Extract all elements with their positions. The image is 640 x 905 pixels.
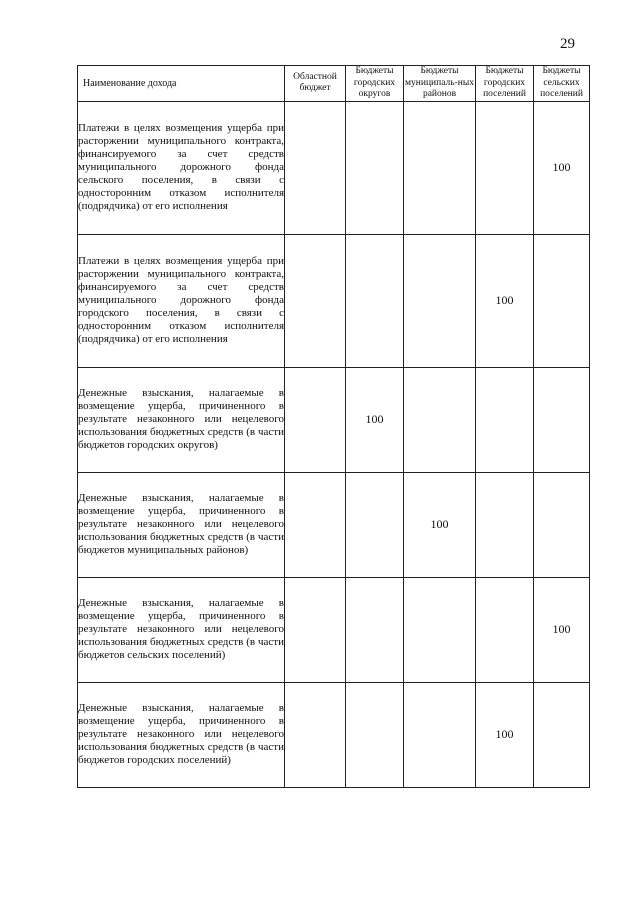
rural-settlement-cell [534, 472, 590, 577]
header-revenue-name: Наименование дохода [78, 66, 285, 102]
revenue-name-cell: Денежные взыскания, налагаемые в возмещение ущерба, причиненного в результате незаконного или нецелевого использования бюджетных средств (в части бюджетов муниципальных районов) [78, 472, 285, 577]
table-row [78, 234, 590, 367]
urban-settlement-cell [476, 577, 534, 682]
regional-budget-cell [285, 367, 346, 472]
municipal-district-cell [404, 234, 476, 367]
header-urban-settlement-budgets: Бюджеты городских поселений [476, 66, 534, 102]
regional-budget-cell [285, 682, 346, 787]
city-district-cell [346, 577, 404, 682]
header-municipal-district-budgets: Бюджеты муниципаль-ных районов [405, 66, 474, 99]
revenue-distribution-table [77, 65, 590, 788]
rural-settlement-cell [534, 234, 590, 367]
table-row [78, 577, 590, 682]
revenue-name-cell: Платежи в целях возмещения ущерба при расторжении муниципального контракта, финансируемого за счет средств муниципального дорожного фонда городского поселения, в связи с односторонним отказом исполнителя (подрядчика) от его исполнения [78, 234, 285, 367]
urban-settlement-cell: 100 [476, 682, 534, 787]
regional-budget-cell [285, 577, 346, 682]
table-header-row [78, 66, 590, 102]
header-regional-budget: Областной бюджет [285, 66, 346, 102]
revenue-name-cell: Платежи в целях возмещения ущерба при расторжении муниципального контракта, финансируемого за счет средств муниципального дорожного фонда сельского поселения, в связи с односторонним отказом исполнителя (подрядчика) от его исполнения [78, 101, 285, 234]
city-district-cell [346, 234, 404, 367]
rural-settlement-cell: 100 [534, 577, 590, 682]
regional-budget-cell [285, 234, 346, 367]
city-district-cell [346, 682, 404, 787]
municipal-district-cell [404, 367, 476, 472]
regional-budget-cell [285, 472, 346, 577]
revenue-name-cell: Денежные взыскания, налагаемые в возмещение ущерба, причиненного в результате незаконного или нецелевого использования бюджетных средств (в части бюджетов городских округов) [78, 367, 285, 472]
urban-settlement-cell [476, 367, 534, 472]
regional-budget-cell [285, 101, 346, 234]
rural-settlement-cell [534, 682, 590, 787]
table-row [78, 472, 590, 577]
header-rural-settlement-budgets: Бюджеты сельских поселений [534, 66, 590, 102]
municipal-district-cell [404, 101, 476, 234]
municipal-district-cell: 100 [404, 472, 476, 577]
city-district-cell [346, 472, 404, 577]
urban-settlement-cell [476, 472, 534, 577]
urban-settlement-cell [476, 101, 534, 234]
urban-settlement-cell: 100 [476, 234, 534, 367]
table-row [78, 682, 590, 787]
rural-settlement-cell [534, 367, 590, 472]
municipal-district-cell [404, 577, 476, 682]
rural-settlement-cell: 100 [534, 101, 590, 234]
municipal-district-cell [404, 682, 476, 787]
table-row [78, 101, 590, 234]
city-district-cell [346, 101, 404, 234]
city-district-cell: 100 [346, 367, 404, 472]
header-city-district-budgets: Бюджеты городских округов [346, 66, 404, 102]
page-number: 29 [560, 36, 575, 52]
revenue-name-cell: Денежные взыскания, налагаемые в возмещение ущерба, причиненного в результате незаконного или нецелевого использования бюджетных средств (в части бюджетов городских поселений) [78, 682, 285, 787]
table-row [78, 367, 590, 472]
revenue-name-cell: Денежные взыскания, налагаемые в возмещение ущерба, причиненного в результате незаконного или нецелевого использования бюджетных средств (в части бюджетов сельских поселений) [78, 577, 285, 682]
